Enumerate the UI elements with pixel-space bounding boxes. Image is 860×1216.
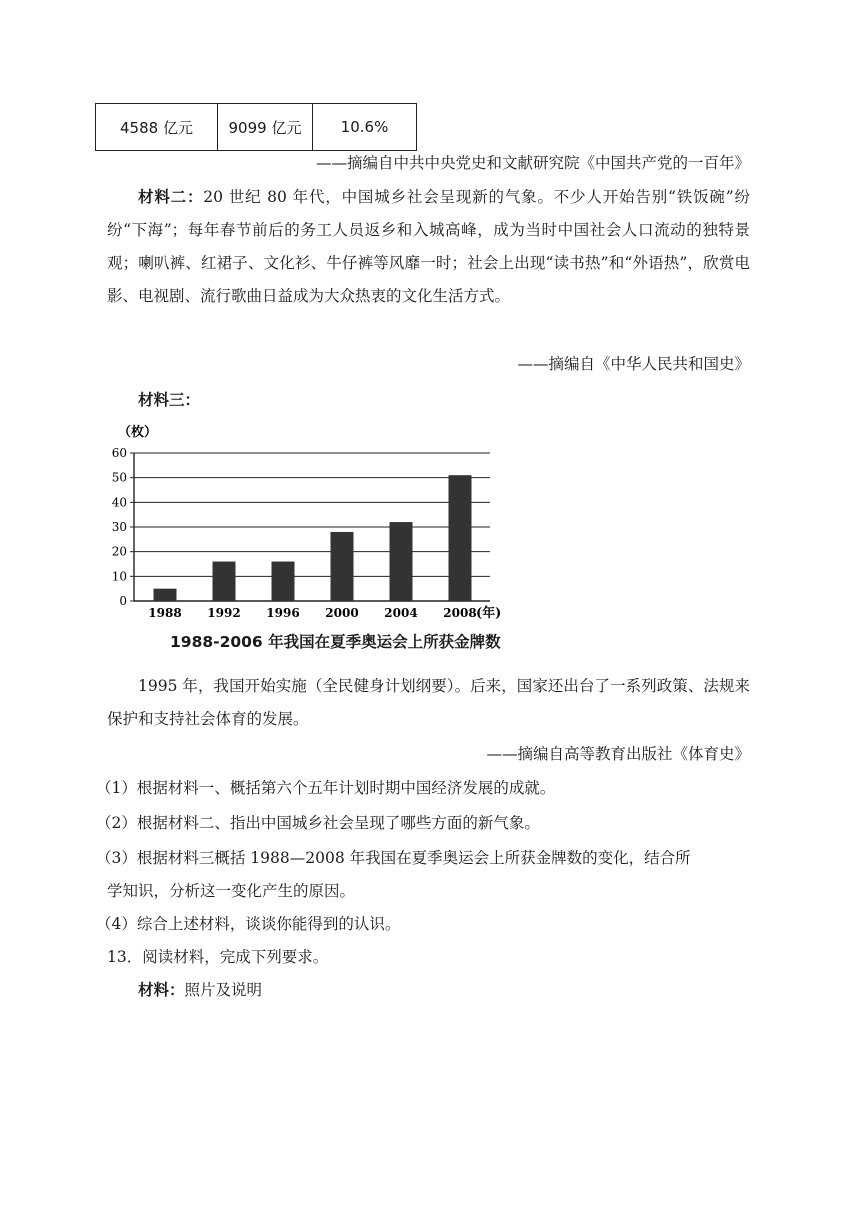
source-citation-1: ——摘编自中共中央党史和文献研究院《中国共产党的一百年》 <box>315 154 750 172</box>
x-tick-label: 2008 <box>443 606 477 620</box>
y-tick-label: 40 <box>111 495 127 510</box>
material-3-paragraph: 1995 年，我国开始实施（全民健身计划纲要）。后来，国家还出台了一系列政策、法规来保护和支持社会体育的发展。 <box>107 677 750 728</box>
chart-bar <box>390 522 413 601</box>
source-citation-3: ——摘编自高等教育出版社《体育史》 <box>486 745 750 763</box>
material-2-text: 20 世纪 80 年代，中国城乡社会呈现新的气象。不少人开始告别“铁饭碗”纷纷“下海”；每年春节前后的务工人员返乡和入城高峰，成为当时中国社会人口流动的独特景观；喇叭裤、红裙子、文化衫、牛仔裤等风靡一时；社会上出现“读书热”和“外语热”，欣赏电影、电视剧、流行歌曲日益成为大众热衷的文化生活方式。 <box>107 188 750 305</box>
question-2: （2）根据材料二、指出中国城乡社会呈现了哪些方面的新气象。 <box>96 814 540 832</box>
chart-bar <box>272 562 295 601</box>
y-tick-label: 10 <box>111 569 127 584</box>
material-2-paragraph <box>107 181 750 313</box>
source-citation-2: ——摘编自《中华人民共和国史》 <box>517 355 750 373</box>
question-4: （4）综合上述材料，谈谈你能得到的认识。 <box>96 915 401 933</box>
x-tick-label: 2004 <box>384 606 418 620</box>
question-13-material <box>138 979 262 1001</box>
x-tick-label: 1992 <box>207 606 241 620</box>
y-tick-label: 30 <box>111 520 127 534</box>
material-2-label: 材料二： <box>138 188 204 206</box>
y-tick-label: 60 <box>111 446 127 460</box>
question-13-material-text: 照片及说明 <box>184 981 263 999</box>
chart-gridlines <box>130 453 490 601</box>
chart-x-axis-label: (年) <box>476 606 502 621</box>
x-tick-label: 1988 <box>148 606 182 620</box>
question-1: （1）根据材料一、概括第六个五年计划时期中国经济发展的成就。 <box>96 779 556 797</box>
data-table-fragment <box>95 103 417 151</box>
chart-title: 1988-2006 年我国在夏季奥运会上所获金牌数 <box>170 633 501 651</box>
y-tick-label: 20 <box>111 544 127 559</box>
question-13-material-label: 材料： <box>138 981 185 999</box>
y-tick-label: 50 <box>111 470 127 485</box>
gold-medal-bar-chart <box>100 418 520 623</box>
material-3-label: 材料三： <box>138 391 201 409</box>
question-3-line-2: 学知识，分析这一变化产生的原因。 <box>107 882 356 900</box>
chart-bar <box>331 532 354 601</box>
table-cell: 9099 亿元 <box>218 104 313 151</box>
chart-bar <box>213 562 236 601</box>
table-cell: 10.6% <box>313 104 417 151</box>
chart-y-ticks <box>112 446 127 608</box>
x-tick-label: 1996 <box>266 606 300 620</box>
chart-y-axis-label: （枚） <box>118 425 158 440</box>
table-row <box>96 104 417 151</box>
question-13: 13．阅读材料，完成下列要求。 <box>107 948 329 966</box>
x-tick-label: 2000 <box>325 606 359 620</box>
chart-bar <box>154 589 177 601</box>
y-tick-label: 0 <box>119 594 127 608</box>
chart-bar <box>449 475 472 601</box>
chart-bars <box>154 475 472 601</box>
question-3-line-1: （3）根据材料三概括 1988—2008 年我国在夏季奥运会上所获金牌数的变化，结合所 <box>96 849 691 867</box>
table-cell: 4588 亿元 <box>96 104 218 151</box>
chart-x-labels <box>148 606 476 620</box>
